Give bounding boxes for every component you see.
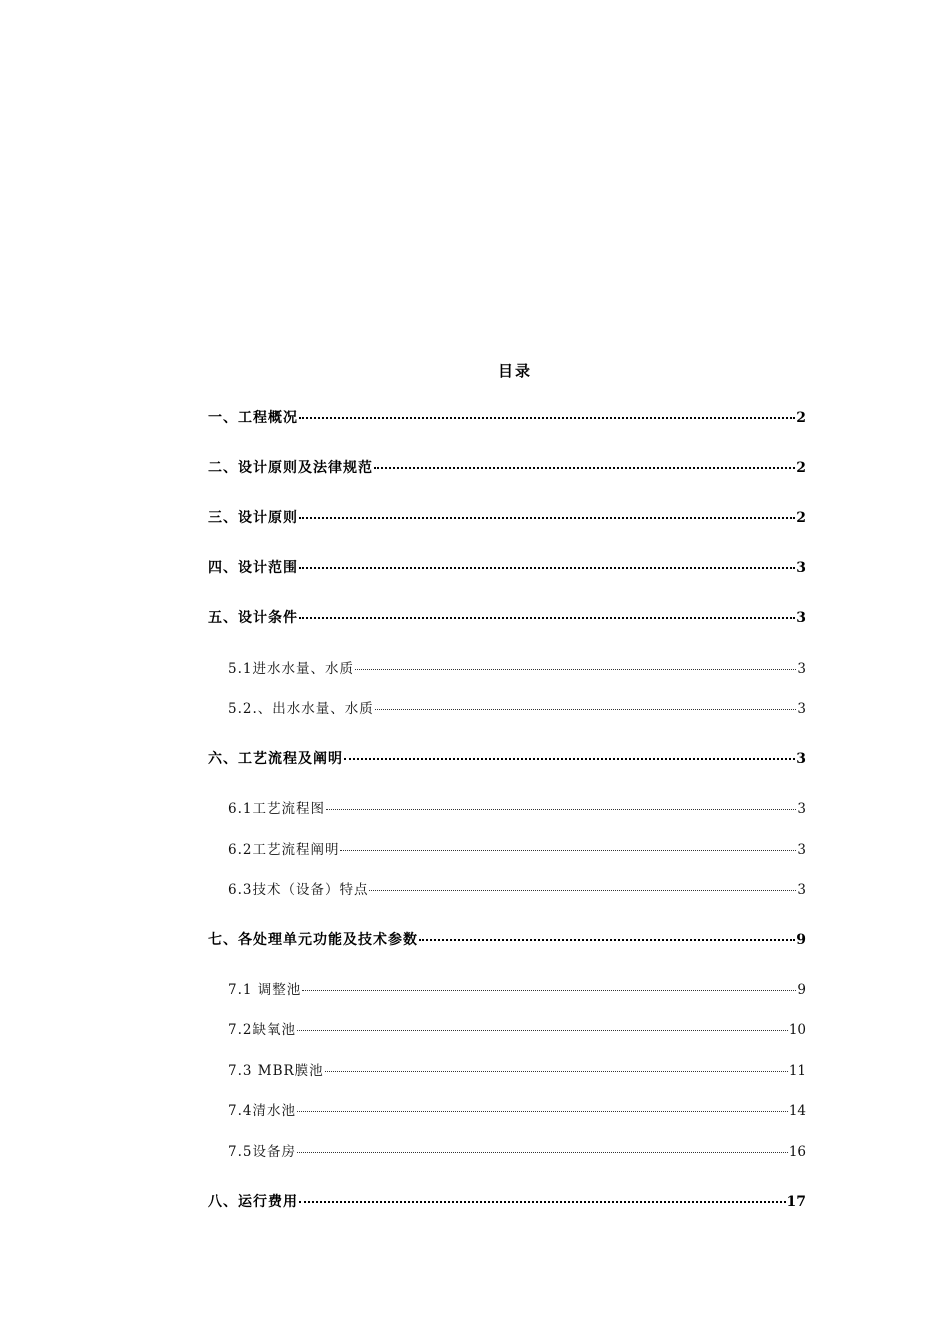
toc-entry[interactable] [208,1192,806,1212]
toc-entry[interactable] [228,980,806,1000]
toc-leader-dots [299,1201,786,1203]
toc-entry-page: 3 [796,610,806,626]
toc-leader-dots [299,567,795,569]
toc-entry-page: 3 [797,842,806,858]
toc-entry[interactable] [228,1020,806,1040]
toc-entry-page: 3 [797,661,806,677]
toc-leader-dots [326,809,796,810]
toc-entry-page: 9 [796,932,806,948]
toc-leader-dots [297,1111,788,1112]
toc-entry-page: 10 [788,1022,806,1038]
toc-entry-label: 三、设计原则 [208,510,298,526]
toc-entry[interactable] [228,799,806,819]
toc-entry-label: 二、设计原则及法律规范 [208,460,373,476]
toc-entry-label: 五、设计条件 [208,610,298,626]
toc-entry-label: 八、运行费用 [208,1194,298,1210]
toc-entry-page: 3 [796,560,806,576]
toc-entry-label: 7.4清水池 [228,1103,296,1119]
toc-entry-page: 3 [796,751,806,767]
toc-entry[interactable] [208,608,806,628]
toc-entry-label: 7.1 调整池 [228,982,302,998]
toc-entry-label: 四、设计范围 [208,560,298,576]
toc-leader-dots [344,758,795,760]
toc-leader-dots [299,517,795,519]
toc-entry[interactable] [228,1101,806,1121]
toc-leader-dots [297,1152,788,1153]
toc-entry-label: 一、工程概况 [208,410,298,426]
toc-entry[interactable] [208,508,806,528]
toc-entry-page: 9 [797,982,806,998]
toc-entry-page: 3 [797,882,806,898]
toc-entry-label: 7.2缺氧池 [228,1022,296,1038]
toc-entry-label: 六、工艺流程及阐明 [208,751,343,767]
toc-entry[interactable] [208,930,806,950]
toc-entry[interactable] [208,558,806,578]
toc-leader-dots [325,1071,788,1072]
toc-entry-label: 6.2工艺流程阐明 [228,842,340,858]
toc-entry[interactable] [228,659,806,679]
toc-entry-label: 七、各处理单元功能及技术参数 [208,932,418,948]
toc-entry[interactable] [228,1142,806,1162]
toc-entry-label: 7.3 MBR膜池 [228,1063,324,1079]
toc-entry[interactable] [228,840,806,860]
toc-entry-label: 5.1进水水量、水质 [228,661,354,677]
toc-leader-dots [375,709,797,710]
toc-entry-page: 3 [797,701,806,717]
toc-leader-dots [340,850,796,851]
toc-entry[interactable] [208,458,806,478]
toc-leader-dots [374,467,795,469]
toc-entry[interactable] [228,699,806,719]
toc-leader-dots [355,669,796,670]
toc-entry[interactable] [208,408,806,428]
toc-leader-dots [369,890,796,891]
toc-leader-dots [297,1030,788,1031]
toc-entry[interactable] [228,880,806,900]
toc-title: 目录 [497,362,532,380]
toc-entry-page: 2 [796,460,806,476]
toc-entry-label: 5.2.、出水水量、水质 [228,701,374,717]
toc-entry-label: 7.5设备房 [228,1144,296,1160]
toc-entry[interactable] [208,749,806,769]
toc-entry-page: 2 [796,510,806,526]
toc-leader-dots [302,990,796,991]
toc-entry-label: 6.3技术（设备）特点 [228,882,369,898]
toc-leader-dots [299,417,795,419]
toc-entry-page: 17 [786,1194,806,1210]
toc-leader-dots [299,617,795,619]
toc-entry-page: 11 [788,1063,806,1079]
toc-entry[interactable] [228,1061,806,1081]
toc-entry-page: 3 [797,801,806,817]
toc-entry-page: 2 [796,410,806,426]
toc-entry-page: 14 [788,1103,806,1119]
toc-entry-label: 6.1工艺流程图 [228,801,325,817]
toc-entry-page: 16 [788,1144,806,1160]
toc-leader-dots [419,939,795,941]
